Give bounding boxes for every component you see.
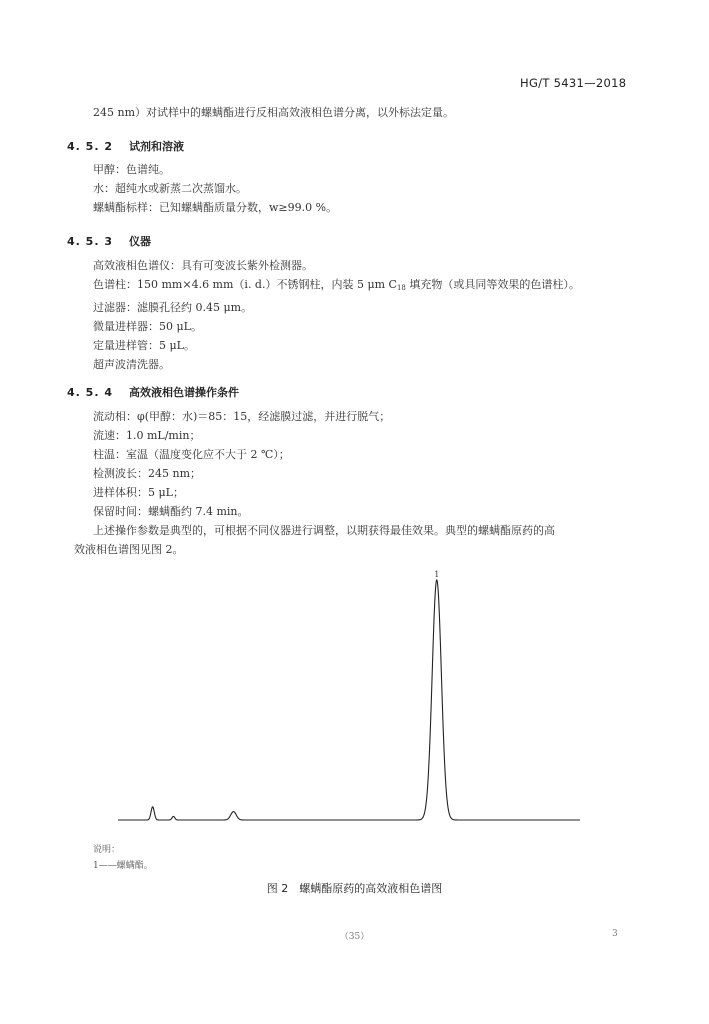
list-item: 流速：1.0 mL/min； xyxy=(93,429,201,442)
section-number: 4. 5. 3 xyxy=(67,235,113,248)
column-subscript: 18 xyxy=(396,284,406,292)
list-item: 柱温：室温（温度变化应不大于 2 ℃）； xyxy=(93,448,290,461)
column-text-suffix: 填充物（或具同等效果的色谱柱）。 xyxy=(405,278,580,291)
list-item: 检测波长：245 nm； xyxy=(93,467,202,480)
column-text: 色谱柱：150 mm×4.6 mm（i. d.）不锈钢柱，内装 5 μm C xyxy=(93,278,397,291)
footer-center: （35） xyxy=(339,932,370,942)
intro-text: 245 nm）对试样中的螺螨酯进行反相高效液相色谱分离，以外标法定量。 xyxy=(93,106,455,119)
section-number: 4. 5. 4 xyxy=(67,386,113,399)
list-item: 超声波清洗器。 xyxy=(93,358,170,371)
note-text: 上述操作参数是典型的，可根据不同仪器进行调整，以期获得最佳效果。典型的螺螨酯原药的高 xyxy=(93,524,555,537)
standard-code: HG/T 5431—2018 xyxy=(520,76,627,90)
peak-label: 1 xyxy=(434,570,440,579)
legend-title: 说明： xyxy=(93,845,121,855)
list-item-column xyxy=(93,275,580,298)
note-text-continued: 效液相色谱图见图 2。 xyxy=(74,543,184,556)
list-item: 保留时间：螺螨酯约 7.4 min。 xyxy=(93,505,249,518)
reagents-list xyxy=(93,160,337,217)
list-item: 流动相：φ(甲醇：水)＝85：15，经滤膜过滤，并进行脱气； xyxy=(93,410,391,423)
figure-caption: 图 2 螺螨酯原药的高效液相色谱图 xyxy=(266,882,443,895)
chromatogram xyxy=(110,565,590,830)
section-number: 4. 5. 2 xyxy=(67,140,113,153)
list-item: 进样体积：5 μL； xyxy=(93,486,184,499)
chromatogram-trace xyxy=(118,580,580,820)
section-heading-instruments xyxy=(67,233,151,249)
legend-item: 1——螺螨酯。 xyxy=(93,861,153,871)
list-item: 水：超纯水或新蒸二次蒸馏水。 xyxy=(93,182,247,195)
peak-labels xyxy=(434,570,439,579)
section-title: 高效液相色谱操作条件 xyxy=(129,386,239,399)
list-item: 螺螨酯标样：已知螺螨酯质量分数，w≥99.0 %。 xyxy=(93,201,338,214)
page-number: 3 xyxy=(612,929,618,939)
list-item: 甲醇：色谱纯。 xyxy=(93,163,170,176)
section-heading-conditions xyxy=(67,384,239,400)
section-heading-reagents xyxy=(67,138,184,154)
instruments-list xyxy=(93,256,580,374)
conditions-list xyxy=(93,407,555,540)
list-item: 定量进样管：5 μL。 xyxy=(93,339,195,352)
list-item: 微量进样器：50 μL。 xyxy=(93,320,202,333)
list-item: 过滤器：滤膜孔径约 0.45 μm。 xyxy=(93,301,253,314)
list-item: 高效液相色谱仪：具有可变波长紫外检测器。 xyxy=(93,259,313,272)
section-title: 仪器 xyxy=(129,235,151,248)
chart-legend xyxy=(93,842,153,874)
section-title: 试剂和溶液 xyxy=(129,140,184,153)
